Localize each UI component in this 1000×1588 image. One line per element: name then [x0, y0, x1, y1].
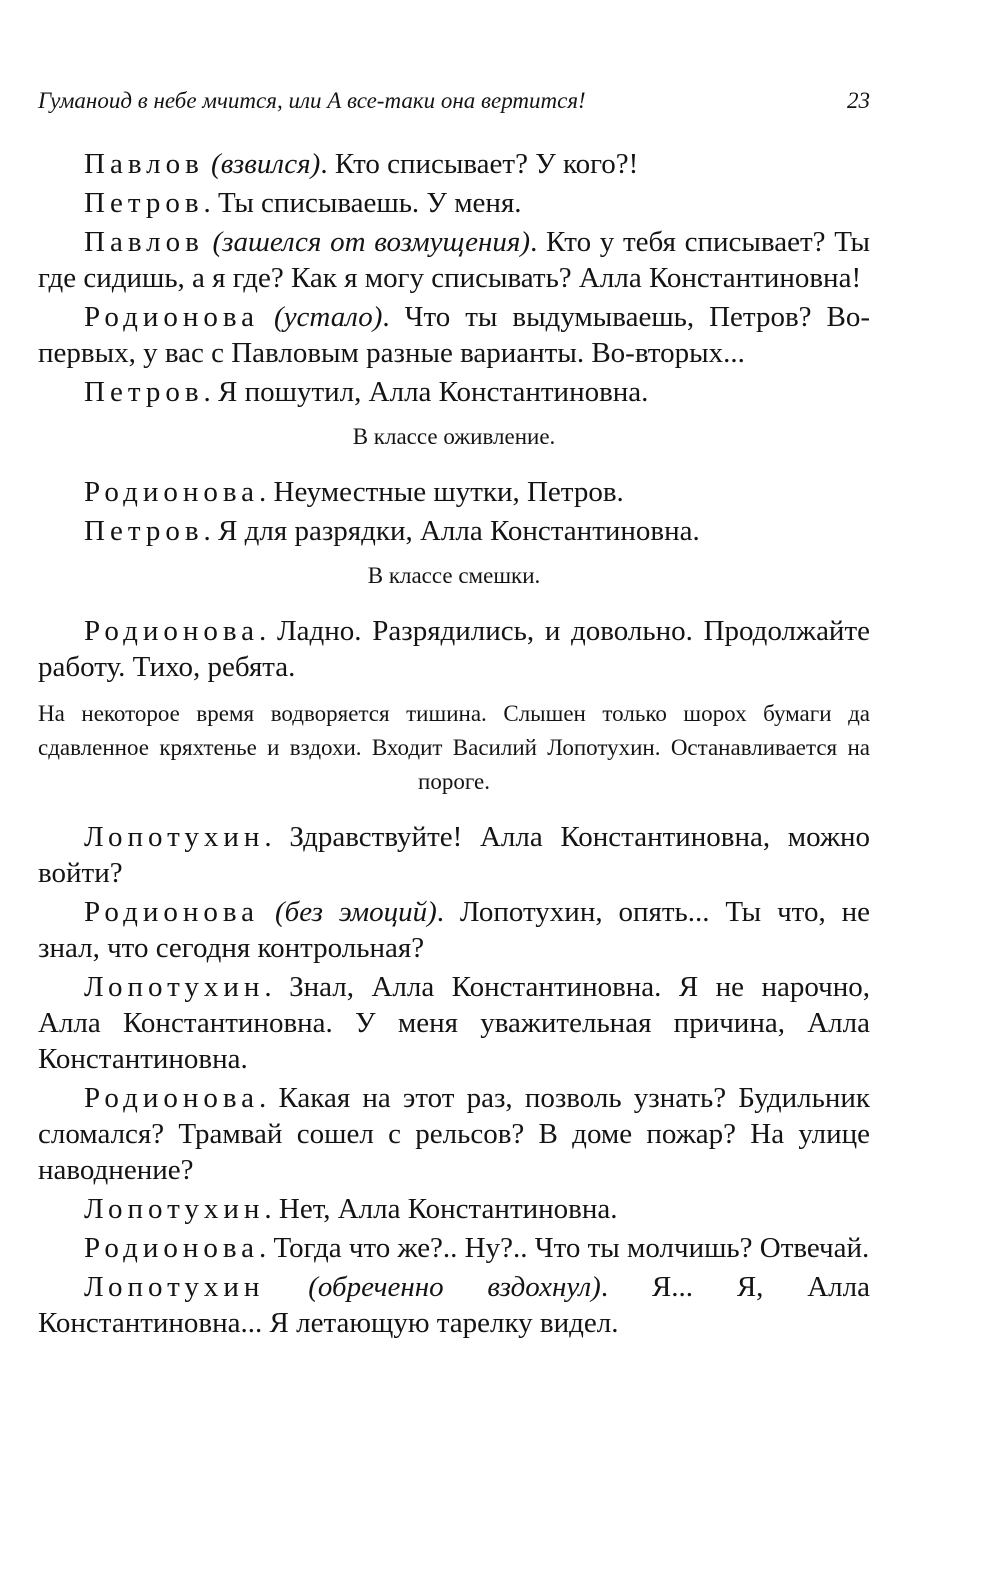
stage-remark: (взвился) — [211, 148, 321, 180]
line-text: . Кто у тебя списывает? Ты где сидишь, а я где? Как я могу списывать? Алла Константиновна! — [38, 226, 870, 294]
dialogue-line — [38, 513, 870, 549]
dialogue-line — [38, 224, 870, 296]
dialogue-line — [38, 146, 870, 182]
running-title: Гуманоид в небе мчится, или А все-таки она вертится! — [38, 88, 586, 113]
stage-direction: В классе оживление. — [352, 424, 556, 449]
speaker-name: Павлов — [84, 148, 204, 180]
line-text: . Ладно. Разрядились, и довольно. Продолжайте работу. Тихо, ребята. — [38, 615, 870, 683]
stage-remark: (без эмоций) — [274, 896, 437, 928]
speaker-name: Лопотухин — [84, 1271, 265, 1303]
speaker-name: Павлов — [84, 226, 204, 258]
speaker-name: Родионова — [84, 896, 260, 928]
speaker-name: Родионова — [84, 1232, 260, 1264]
page-header — [38, 88, 870, 126]
dialogue-line — [38, 819, 870, 891]
line-text: . Нет, Алла Константиновна. — [264, 1193, 618, 1225]
speaker-name: Петров — [84, 187, 204, 219]
dialogue-line — [38, 1191, 870, 1227]
dialogue-line — [38, 374, 870, 410]
stage-direction-long: На некоторое время водворяется тишина. Слышен только шорох бумаги да сдавленное кряхтенье и вздохи. Входит Василий Лопотухин. Останавливается на пороге. — [38, 701, 870, 794]
stage-remark: (устало) — [274, 301, 383, 333]
dialogue-line — [38, 185, 870, 221]
line-text: . Я для разрядки, Алла Константиновна. — [203, 515, 700, 547]
speaker-name: Лопотухин — [84, 971, 265, 1003]
line-text: . Я... Я, Алла Константиновна... Я летающую тарелку видел. — [38, 1271, 870, 1339]
dialogue-line — [38, 1269, 870, 1341]
dialogue-line — [38, 894, 870, 966]
speaker-name: Петров — [84, 376, 204, 408]
speaker-name: Родионова — [84, 476, 260, 508]
dialogue-line — [38, 1230, 870, 1266]
line-text: . Ты списываешь. У меня. — [203, 187, 522, 219]
dialogue-line — [38, 474, 870, 510]
stage-direction: В классе смешки. — [367, 563, 541, 588]
line-text: . Лопотухин, опять... Ты что, не знал, что сегодня контрольная? — [38, 896, 870, 964]
stage-remark: (зашелся от возмущения) — [212, 226, 531, 258]
page-number: 23 — [847, 88, 870, 113]
speaker-name: Лопотухин — [84, 821, 265, 853]
speaker-name: Родионова — [84, 615, 260, 647]
speaker-name: Родионова — [84, 1082, 260, 1114]
dialogue-line — [38, 969, 870, 1077]
dialogue-line — [38, 1080, 870, 1188]
line-text: . Здравствуйте! Алла Константиновна, можно войти? — [38, 821, 870, 889]
dialogue-line — [38, 299, 870, 371]
line-text: . Что ты выдумываешь, Петров? Во-первых, у вас с Павловым разные варианты. Во-вторых... — [38, 301, 870, 369]
line-text: . Знал, Алла Константиновна. Я не нарочно, Алла Константиновна. У меня уважительная причина, Алла Константиновна. — [38, 971, 870, 1075]
line-text: . Тогда что же?.. Ну?.. Что ты молчишь? Отвечай. — [259, 1232, 870, 1264]
line-text: . Неуместные шутки, Петров. — [259, 476, 624, 508]
line-text: . Какая на этот раз, позволь узнать? Будильник сломался? Трамвай сошел с рельсов? В доме пожар? На улице наводнение? — [38, 1082, 870, 1186]
line-text: . Кто списывает? У кого?! — [320, 148, 639, 180]
stage-remark: (обреченно вздохнул) — [308, 1271, 601, 1303]
line-text: . Я пошутил, Алла Константиновна. — [203, 376, 649, 408]
speaker-name: Лопотухин — [84, 1193, 265, 1225]
dialogue-line — [38, 613, 870, 685]
speaker-name: Родионова — [84, 301, 260, 333]
book-page — [38, 88, 870, 1344]
speaker-name: Петров — [84, 515, 204, 547]
